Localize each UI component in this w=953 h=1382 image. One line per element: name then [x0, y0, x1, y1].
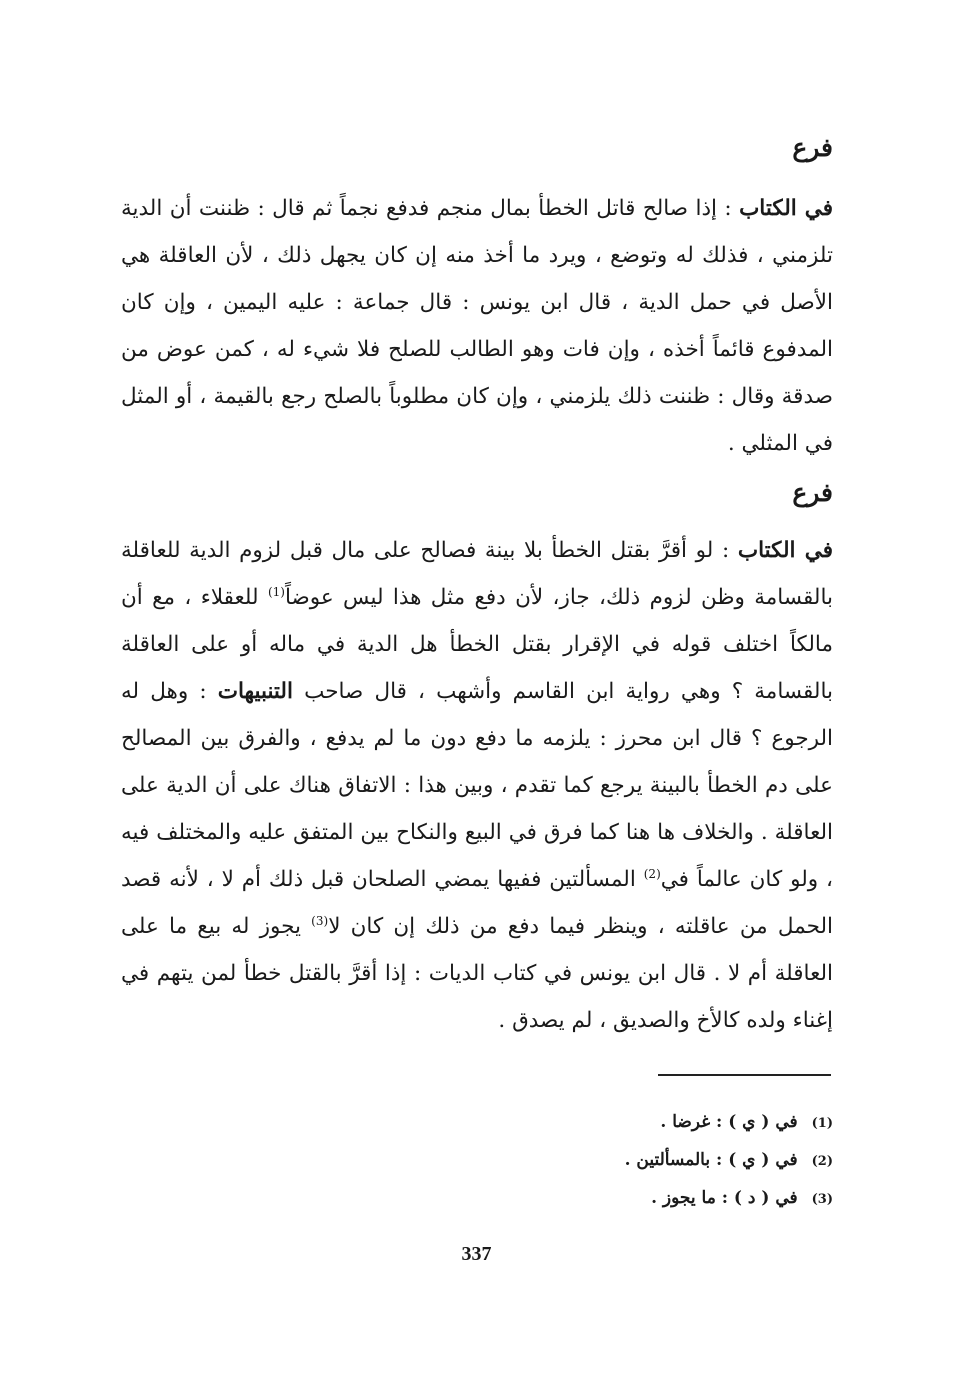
paragraph [121, 527, 833, 1044]
paragraph-text: للعقلاء ، مع أن مالكاً اختلف قوله في الإقرار بقتل الخطأ هل الدية في ماله أو على العاقلة بالقسامة ؟ وهي رواية ابن القاسم وأشهب ، قال صاحب [121, 585, 834, 704]
footnote-text: في ( د ) : ما يجوز . [651, 1188, 798, 1208]
footnote-ref: (3) [311, 913, 329, 928]
paragraph-text: : لو أقرَّ بقتل الخطأ بلا بينة فصالح على مال قبل لزوم الدية للعاقلة بالقسامة وظن لزوم ذلك، جاز، لأن دفع مثل هذا ليس عوضاً [121, 538, 833, 610]
lead-term: في الكتاب [739, 196, 834, 221]
footnote-number: (2) [811, 1154, 833, 1169]
page-number: 337 [461, 1243, 492, 1265]
footnote-number: (3) [811, 1192, 833, 1207]
paragraph-text: : وهل له الرجوع ؟ قال ابن محرز : يلزمه ما دفع دون ما لم يدفع ، والفرق بين المصالح على دم الخطأ بالبينة يرجع كما تقدم ، وبين هذا : الاتفاق هناك على أن الدية على العاقلة . والخلاف ها هنا كما فرق في البيع والنكاح بين المتفق عليه والمختلف فيه ، ولو كان عالماً في [121, 679, 833, 892]
bold-term: التنبيهات [217, 679, 293, 704]
footnote [433, 1104, 833, 1142]
footnote-text: في ( ي ) : غرضا . [660, 1112, 798, 1132]
lead-term: في الكتاب [737, 538, 834, 563]
section-heading: فرع [792, 478, 833, 507]
paragraph-text: يجوز له بيع ما على العاقلة أم لا . قال ابن يونس في كتاب الديات : إذا أقرَّ بالقتل خطأ لمن يتهم في إغناء ولده كالأخ والصديق ، لم يصدق . [121, 914, 833, 1033]
paragraph-text: : إذا صالح قاتل الخطأ بمال منجم فدفع نجماً ثم قال : ظننت أن الدية تلزمني ، فذلك له وتوضع ، ويرد ما أخذ منه إن كان يجهل ذلك ، لأن العاقلة هي الأصل في حمل الدية ، قال ابن يونس : قال جماعة : عليه اليمين ، وإن كان المدفوع قائماً أخذه ، وإن فات وهو الطالب للصلح فلا شيء له ، كمن عوض من صدقة وقال : ظننت ذلك يلزمني ، وإن كان مطلوباً بالصلح رجع بالقيمة ، أو المثل في المثلي . [121, 196, 833, 456]
footnote-number: (1) [811, 1116, 833, 1131]
paragraph-text: المسألتين ففيها يمضي الصلحان قبل ذلك أم لا ، لأنه قصد الحمل من عاقلته ، وينظر فيما دفع من ذلك إن كان لا [121, 867, 833, 939]
footnote [433, 1142, 833, 1180]
footnote-text: في ( ي ) : بالمسألتين . [624, 1150, 798, 1170]
footnote-divider [658, 1074, 831, 1076]
section-heading: فرع [792, 133, 833, 162]
footnote-ref: (1) [267, 584, 285, 599]
paragraph [121, 185, 833, 467]
footnote-ref: (2) [643, 866, 661, 881]
footnotes [433, 1104, 833, 1218]
footnote [433, 1180, 833, 1218]
